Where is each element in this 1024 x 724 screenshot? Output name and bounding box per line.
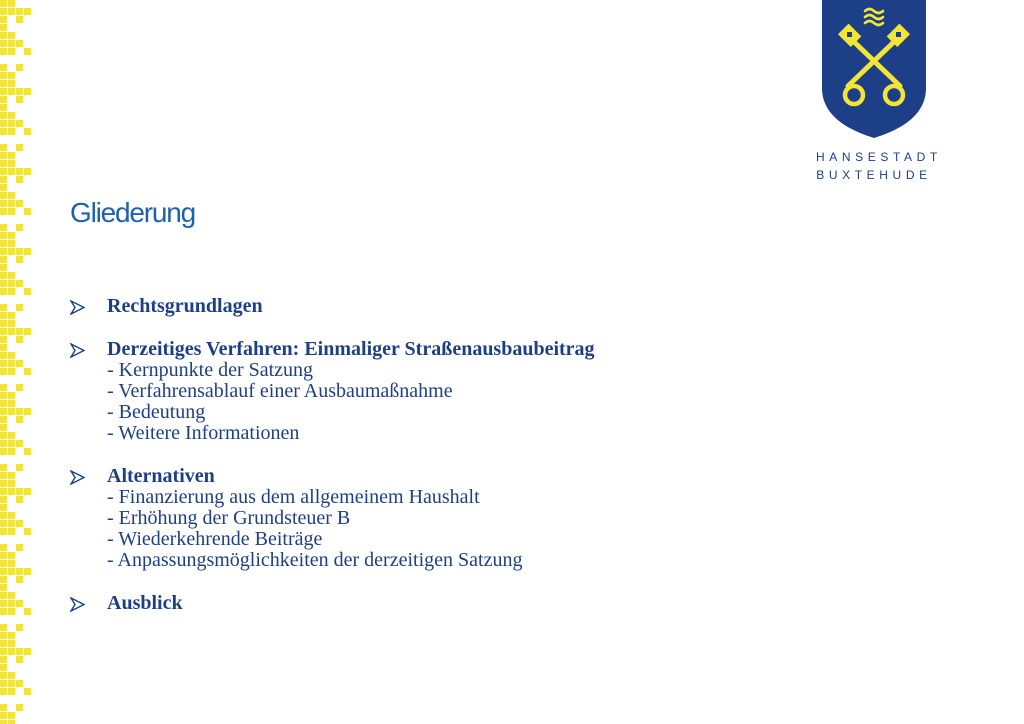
- arrow-bullet-icon: [70, 300, 85, 315]
- subitem: - Weitere Informationen: [107, 422, 300, 444]
- subitem: - Wiederkehrende Beiträge: [107, 528, 323, 550]
- section-heading: Derzeitiges Verfahren: Einmaliger Straßenausbaubeitrag: [107, 338, 595, 360]
- outline-section-current-procedure: [70, 339, 770, 444]
- subitem: - Kernpunkte der Satzung: [107, 359, 314, 381]
- subitem: - Anpassungsmöglichkeiten der derzeitigen Satzung: [107, 549, 523, 571]
- city-logo: [816, 0, 942, 190]
- checker-pattern-icon: [0, 0, 34, 724]
- arrow-bullet-icon: [70, 470, 85, 485]
- subitem: - Erhöhung der Grundsteuer B: [107, 507, 351, 529]
- section-heading: Alternativen: [107, 465, 215, 487]
- arrow-bullet-icon: [70, 343, 85, 358]
- arrow-bullet-icon: [70, 597, 85, 612]
- subitem: - Verfahrensablauf einer Ausbaumaßnahme: [107, 380, 453, 402]
- section-heading: Rechtsgrundlagen: [107, 295, 263, 317]
- outline-section-outlook: [70, 593, 770, 614]
- outline-list: [70, 296, 770, 636]
- city-name-line1: HANSESTADT: [816, 150, 942, 164]
- city-name-line2: BUXTEHUDE: [816, 168, 932, 182]
- crossed-keys-shield-icon: [821, 0, 927, 138]
- section-heading: Ausblick: [107, 592, 183, 614]
- subitem: - Finanzierung aus dem allgemeinem Haushalt: [107, 486, 480, 508]
- outline-section-alternatives: [70, 466, 770, 571]
- subitem: - Bedeutung: [107, 401, 206, 423]
- outline-section-legal: [70, 296, 770, 317]
- page-title: Gliederung: [70, 197, 195, 228]
